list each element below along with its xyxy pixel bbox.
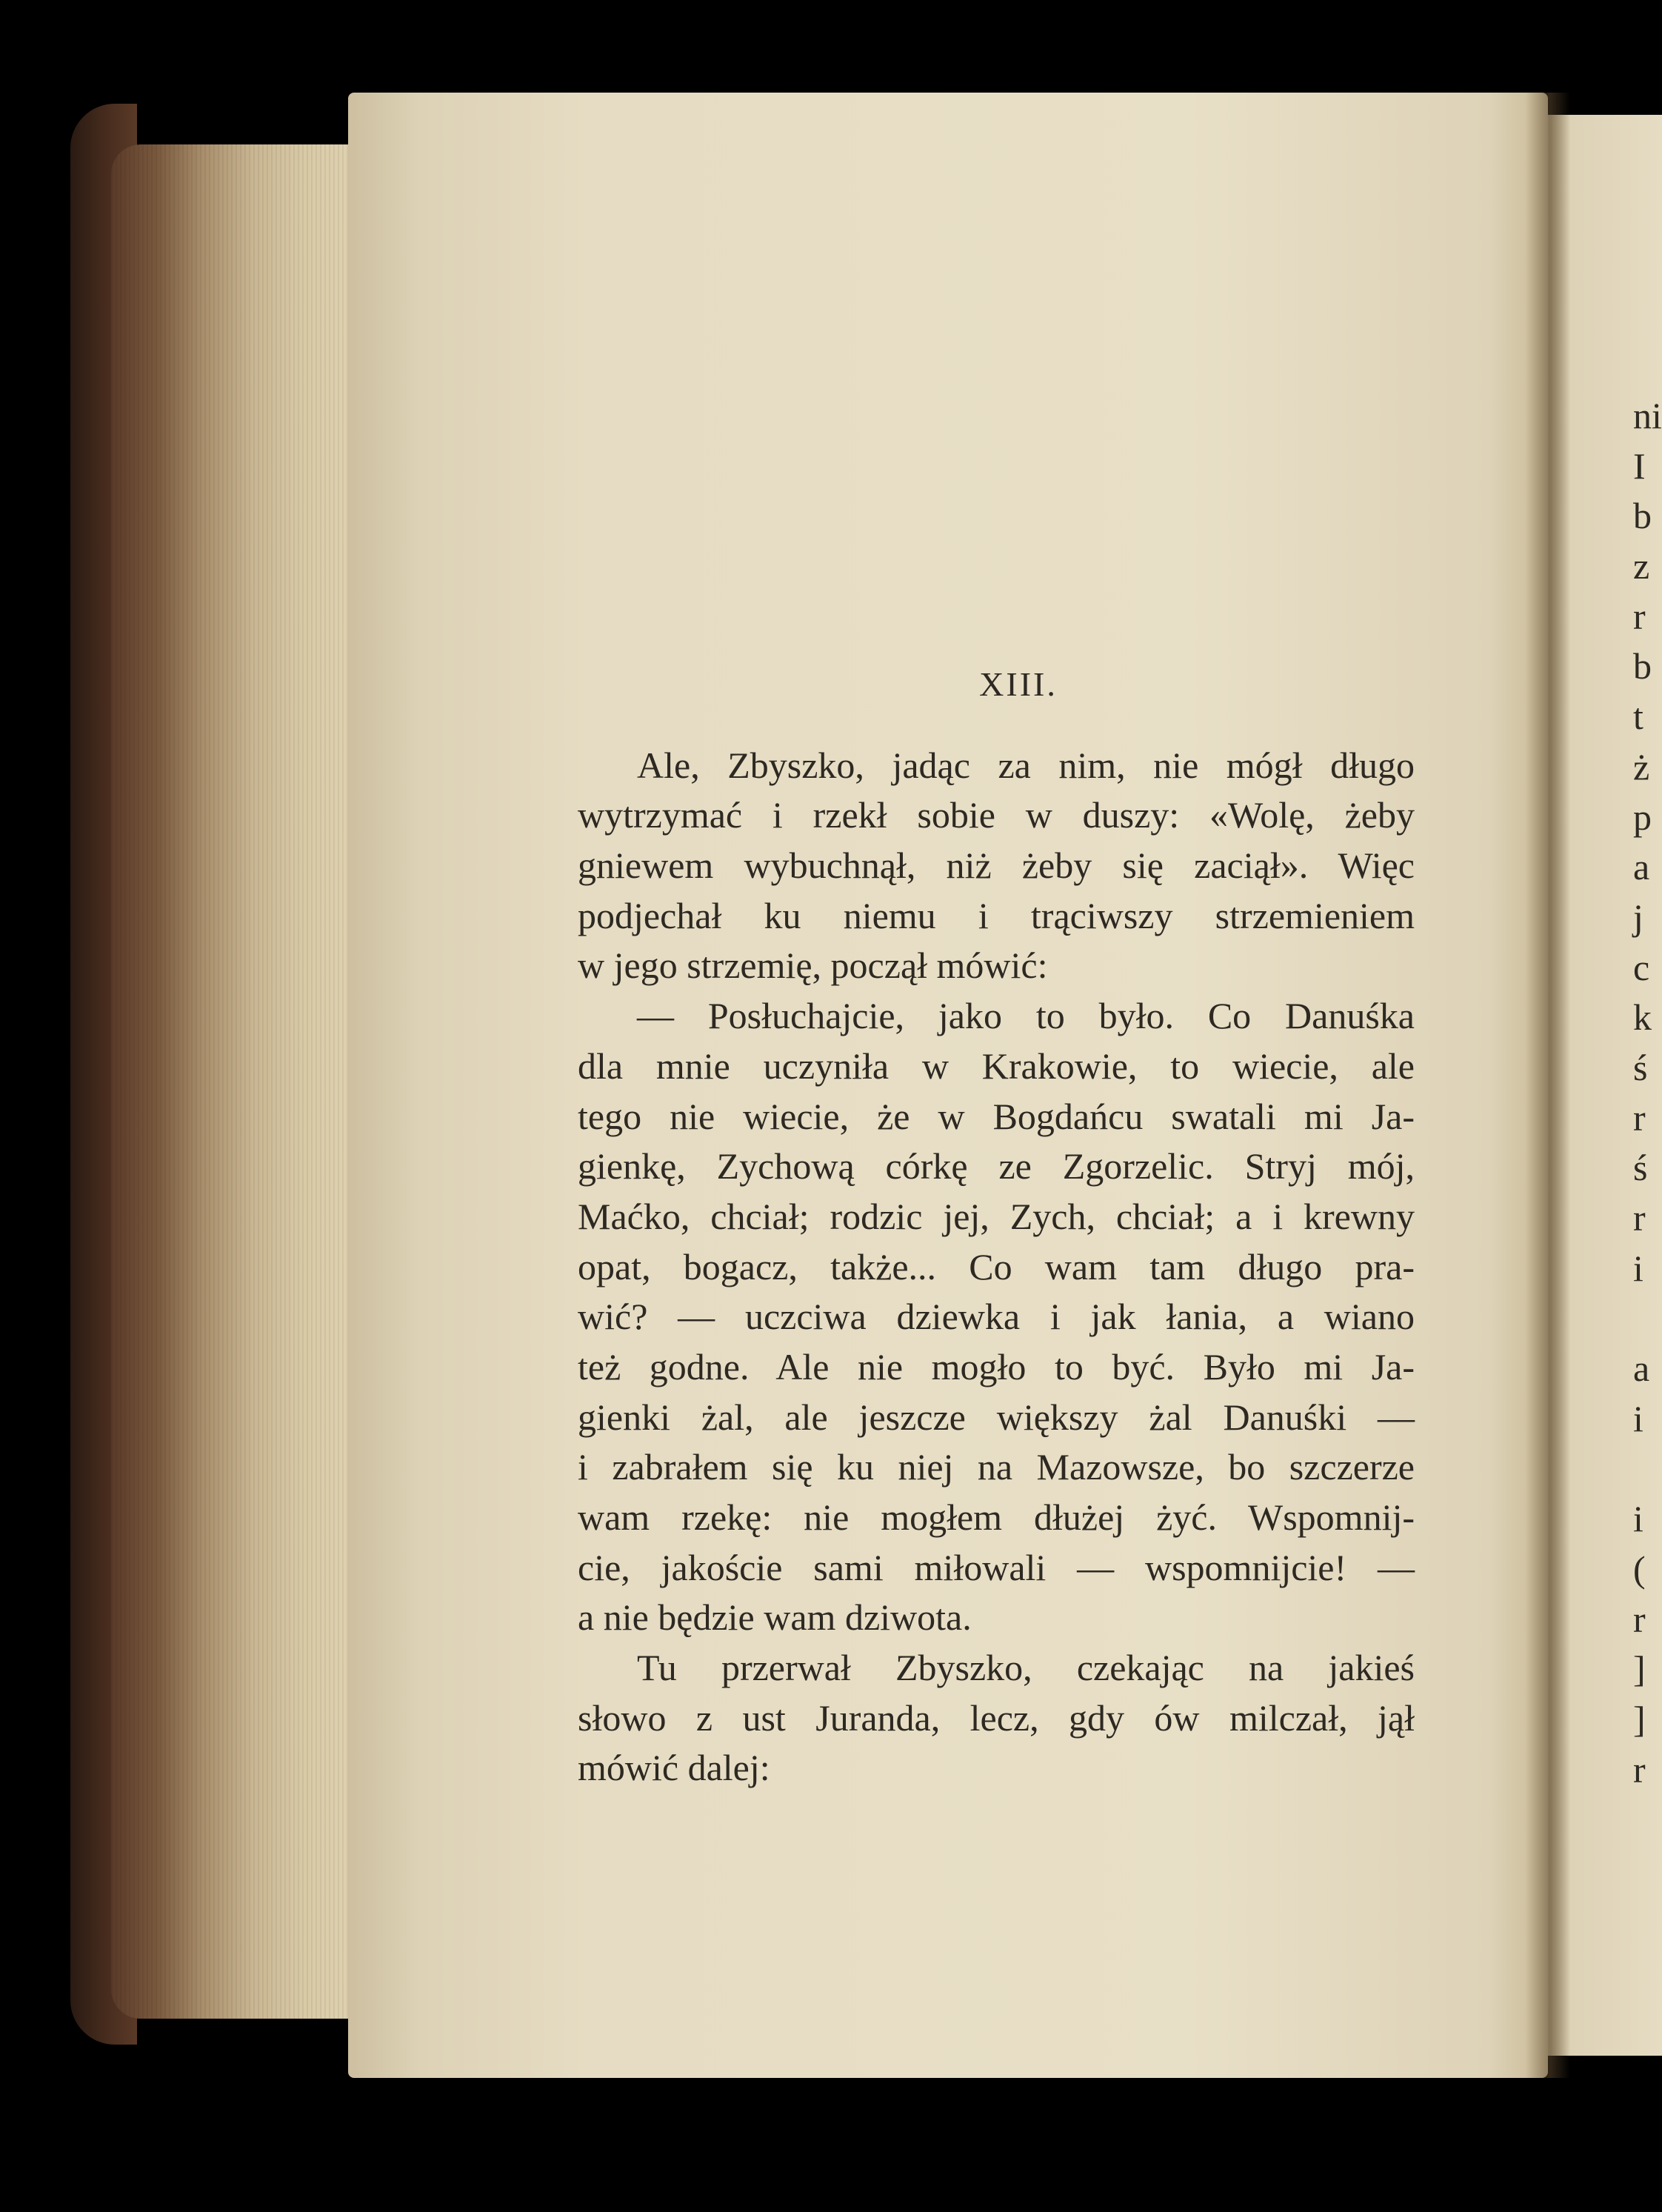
fragment: a [1633,1347,1650,1390]
fragment: k [1633,996,1652,1039]
fragment [1633,1293,1662,1344]
fragment: r [1633,1197,1646,1239]
text-line: a nie będzie wam dziwota. [578,1596,972,1639]
fragment: r [1633,1598,1646,1640]
right-page-text [1633,391,1662,1795]
text-line: wytrzymać i rzekł sobie w duszy: «Wolę, żeby [578,794,1415,836]
fragment: ś [1633,1147,1648,1189]
paragraph-2 [578,991,1415,1643]
text-line: wić? — uczciwa dziewka i jak łania, a wiano [578,1296,1415,1338]
text-line: Maćko, chciał; rodzic jej, Zych, chciał; a i krewny [578,1195,1415,1237]
book-gutter [1526,93,1570,2078]
text-line: — Posłuchajcie, jako to było. Co Danuśka [637,995,1415,1037]
fragment: c [1633,946,1650,988]
text-line: słowo z ust Juranda, lecz, gdy ów milczał, jął [578,1696,1415,1739]
text-line: cie, jakoście sami miłowali — wspomnijcie! — [578,1546,1415,1588]
text-line: tego nie wiecie, że w Bogdańcu swatali mi Ja- [578,1095,1415,1137]
text-line: Ale, Zbyszko, jadąc za nim, nie mógł długo [637,744,1415,786]
fragment: i [1633,1498,1643,1540]
page-text [578,659,1415,1793]
fragment: r [1633,595,1646,637]
fragment: p [1633,796,1652,838]
text-line: też godne. Ale nie mogło to być. Było mi Ja- [578,1345,1415,1388]
fragment: ni [1633,395,1662,436]
fragment: i [1633,1397,1643,1439]
text-line: opat, bogacz, także... Co wam tam długo pra- [578,1245,1415,1287]
text-line: Tu przerwał Zbyszko, czekając na jakieś [637,1647,1415,1689]
paragraph-1 [578,741,1415,991]
fragment: b [1633,495,1652,537]
fragment: ś [1633,1046,1648,1088]
fragment: ] [1633,1648,1646,1690]
fragment: ( [1633,1548,1646,1590]
paragraph-3 [578,1643,1415,1793]
page-stack-edge [111,144,370,2019]
text-line: podjechał ku niemu i trąciwszy strzemieniem [578,894,1415,936]
text-line: gniewem wybuchnął, niż żeby się zaciął». Więc [578,845,1415,887]
fragment: t [1633,696,1643,738]
text-line: gienkę, Zychową córkę ze Zgorzelic. Stryj mój, [578,1145,1415,1187]
fragment: i [1633,1247,1643,1289]
fragment: r [1633,1096,1646,1139]
fragment: ] [1633,1698,1646,1740]
text-line: dla mnie uczyniła w Krakowie, to wiecie, ale [578,1045,1415,1087]
text-line: wam rzekę: nie mogłem dłużej żyć. Wspomnij- [578,1496,1415,1539]
text-line: gienki żal, ale jeszcze większy żal Danuśki — [578,1396,1415,1438]
fragment: a [1633,846,1650,888]
fragment [1633,1444,1662,1494]
chapter-heading: XIII. [979,665,1058,703]
fragment: b [1633,645,1652,687]
fragment: j [1633,896,1643,938]
fragment: ż [1633,745,1650,787]
text-line: w jego strzemię, począł mówić: [578,945,1048,987]
fragment: I [1633,444,1646,487]
text-line: mówić dalej: [578,1747,770,1789]
fragment: r [1633,1748,1646,1790]
text-line: i zabrałem się ku niej na Mazowsze, bo szczerze [578,1446,1415,1488]
fragment: z [1633,545,1650,587]
